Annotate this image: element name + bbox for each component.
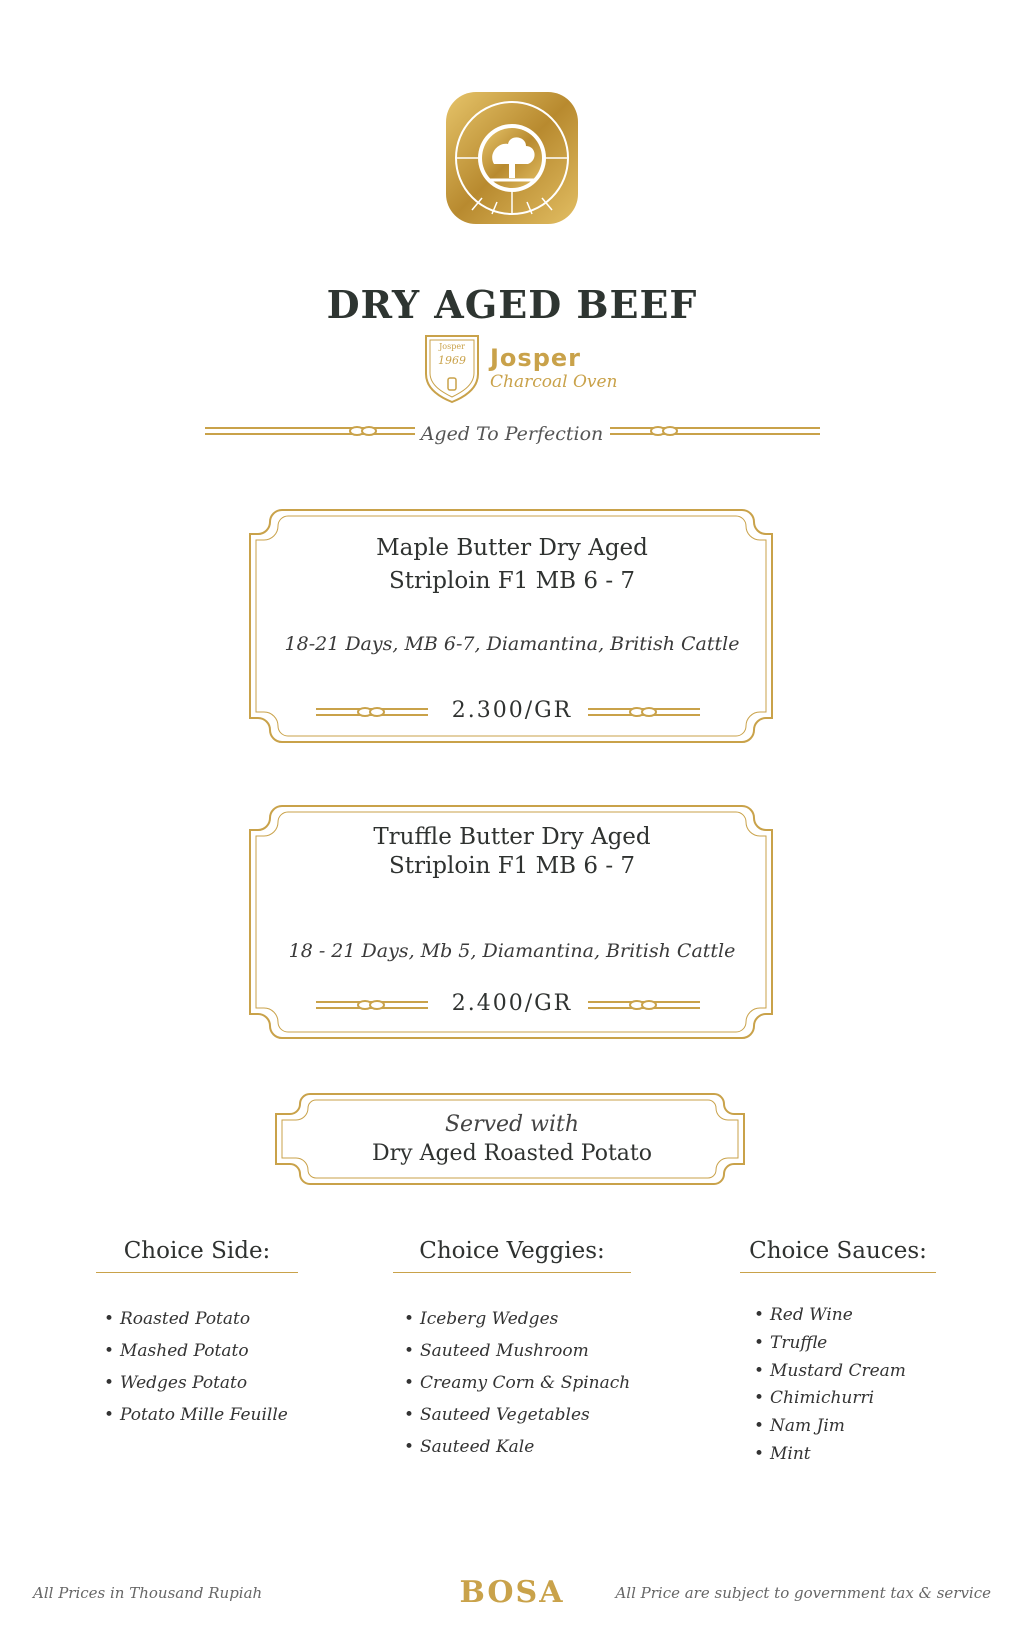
item-1-title-line1: Maple Butter Dry Aged [376,535,648,561]
list-item: • Nam Jim [754,1413,906,1441]
josper-brand: Josper [490,344,581,372]
list-item: • Mashed Potato [104,1335,288,1367]
josper-subtitle: Charcoal Oven [490,372,618,392]
list-item: • Sauteed Vegetables [404,1399,630,1431]
served-with-label: Served with [444,1112,579,1137]
item-2-description: 18 - 21 Days, Mb 5, Diamantina, British Cattle [288,940,736,962]
choice-veggies-list [404,1303,630,1463]
list-item: • Wedges Potato [104,1367,288,1399]
list-item: • Creamy Corn & Spinach [404,1367,630,1399]
choice-sauces-heading: Choice Sauces: [749,1238,927,1264]
served-with-item: Dry Aged Roasted Potato [372,1141,652,1166]
choice-side-heading: Choice Side: [123,1238,271,1264]
josper-badge-year: 1969 [438,354,466,367]
list-item: • Chimichurri [754,1385,906,1413]
page-title: DRY AGED BEEF [326,282,698,327]
tagline: Aged To Perfection [420,423,604,445]
choice-veggies-underline [393,1272,631,1273]
item-2-title [0,823,1024,881]
item-2-title-line2: Striploin F1 MB 6 - 7 [388,853,636,879]
footer-tax-note: All Price are subject to government tax & service [615,1584,991,1602]
item-1-title [0,532,1024,598]
footer-currency-note: All Prices in Thousand Rupiah [33,1584,263,1602]
choice-sauces-underline [740,1272,936,1273]
choice-sauces-list [754,1302,906,1469]
choice-side-underline [96,1272,298,1273]
list-item: • Potato Mille Feuille [104,1399,288,1431]
list-item: • Sauteed Mushroom [404,1335,630,1367]
list-item: • Red Wine [754,1302,906,1330]
item-1-description: 18-21 Days, MB 6-7, Diamantina, British Cattle [284,633,740,655]
list-item: • Truffle [754,1330,906,1358]
josper-badge-small-text: Josper [439,342,465,351]
list-item: • Iceberg Wedges [404,1303,630,1335]
choice-side-list [104,1303,288,1431]
item-2-price: 2.400/GR [451,991,573,1016]
footer-brand-logo: BOSA [459,1575,565,1610]
item-1-price: 2.300/GR [451,698,573,723]
item-1-title-line2: Striploin F1 MB 6 - 7 [388,568,636,594]
served-frame [276,1094,744,1184]
tree-emblem-icon [446,92,578,224]
list-item: • Sauteed Kale [404,1431,630,1463]
list-item: • Mustard Cream [754,1358,906,1386]
item-2-title-line1: Truffle Butter Dry Aged [373,824,651,850]
choice-veggies-heading: Choice Veggies: [419,1238,605,1264]
list-item: • Mint [754,1441,906,1469]
list-item: • Roasted Potato [104,1303,288,1335]
